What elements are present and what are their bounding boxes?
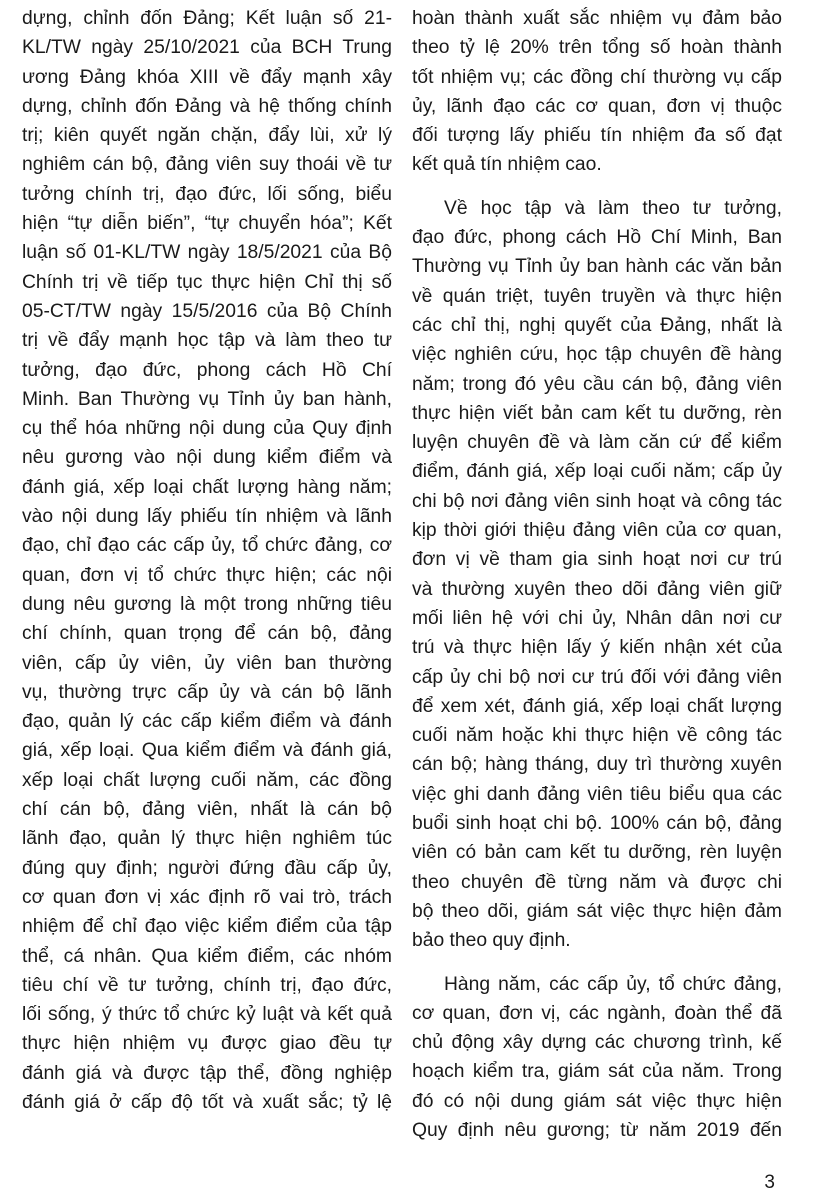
text-line: mối liên hệ với chi ủy, Nhân dân nơi cư xyxy=(412,607,782,629)
text-line: điểm, đánh giá, xếp loại cuối năm; cấp ủy xyxy=(412,461,782,483)
text-line: và thường xuyên theo dõi đảng viên giữ xyxy=(412,578,782,600)
text-line: để xem xét, đánh giá, xếp loại chất lượng xyxy=(412,695,782,717)
paragraph-2 xyxy=(412,194,782,956)
text-line: vào nội dung lấy phiếu tín nhiệm và lãnh xyxy=(22,506,392,528)
text-line: đạo, quản lý các cấp kiểm điểm và đánh xyxy=(22,711,392,733)
text-line: nghiêm cán bộ, đảng viên suy thoái về tư xyxy=(22,154,392,176)
text-line: ủy, lãnh đạo các cơ quan, đơn vị thuộc xyxy=(412,95,782,117)
text-line: đối tượng lấy phiếu tín nhiệm đa số đạt xyxy=(412,125,782,147)
text-line: đánh giá ở cấp độ tốt và xuất sắc; tỷ lệ xyxy=(22,1091,392,1113)
text-line: kết quả tín nhiệm cao. xyxy=(412,154,602,176)
text-line: viên có bản cam kết tu dưỡng, rèn luyện xyxy=(412,842,782,864)
text-line: 05-CT/TW ngày 15/5/2016 của Bộ Chính xyxy=(22,300,392,322)
paragraph-1 xyxy=(412,4,782,180)
text-line: luyện chuyên đề và làm căn cứ để kiểm xyxy=(412,432,782,454)
text-line: theo chuyên đề từng năm và được chi xyxy=(412,871,782,893)
text-line: hoạch kiểm tra, giám sát của năm. Trong xyxy=(412,1061,782,1083)
text-line: cấp ủy chi bộ nơi cư trú đối với đảng viên xyxy=(412,666,782,688)
text-line: chí cán bộ, đảng viên, nhất là cán bộ xyxy=(22,799,392,821)
text-line: hoàn thành xuất sắc nhiệm vụ đảm bảo xyxy=(412,8,782,29)
text-line: cơ quan, đơn vị, các ngành, đoàn thể đã xyxy=(412,1002,782,1024)
text-line: xếp loại chất lượng cuối năm, các đồng xyxy=(22,769,392,791)
text-line: dựng, chỉnh đốn Đảng; Kết luận số 21- xyxy=(22,8,392,29)
text-line: chi bộ nơi đảng viên sinh hoạt và công tác xyxy=(412,490,782,512)
text-line: tưởng, đạo đức, phong cách Hồ Chí xyxy=(22,359,392,381)
text-line: cuối năm hoặc khi thực hiện về công tác xyxy=(412,725,782,747)
text-line: KL/TW ngày 25/10/2021 của BCH Trung xyxy=(22,37,392,59)
text-line: cụ thể hóa những nội dung của Quy định xyxy=(22,418,392,440)
text-line: luận số 01-KL/TW ngày 18/5/2021 của Bộ xyxy=(22,242,392,264)
text-line: lãnh đạo, quản lý thực hiện nghiêm túc xyxy=(22,828,392,850)
text-line: trị; kiên quyết ngăn chặn, đẩy lùi, xử lý xyxy=(22,125,392,147)
text-line: các chỉ thị, nghị quyết của Đảng, nhất là xyxy=(412,314,782,336)
text-line: buổi sinh hoạt chi bộ. 100% cán bộ, đảng xyxy=(412,813,782,835)
page-number: 3 xyxy=(764,1172,775,1193)
text-line: bộ theo dõi, giám sát việc thực hiện đảm xyxy=(412,900,782,922)
text-line: trị về đẩy mạnh học tập và làm theo tư xyxy=(22,330,392,352)
right-column xyxy=(412,4,782,1145)
text-line: hiện “tự diễn biến”, “tự chuyển hóa”; Kết xyxy=(22,213,392,235)
text-line: kịp thời giới thiệu đảng viên của cơ quan, xyxy=(412,520,782,542)
paragraph-3 xyxy=(412,970,782,1146)
text-line: chủ động xây dựng các chương trình, kế xyxy=(412,1032,782,1054)
text-line: nhiệm để chỉ đạo việc kiểm điểm của tập xyxy=(22,916,392,938)
text-line: đơn vị về tham gia sinh hoạt nơi cư trú xyxy=(412,549,782,571)
text-line: lối sống, ý thức tổ chức kỷ luật và kết quả xyxy=(22,1004,392,1026)
text-line: việc ghi danh đảng viên tiêu biểu qua các xyxy=(412,783,782,805)
paragraph-gap xyxy=(412,956,782,970)
text-line: thực hiện viết bản cam kết tu dưỡng, rèn xyxy=(412,402,782,424)
text-line: chí chính, quan trọng để cán bộ, đảng xyxy=(22,623,392,645)
text-line: theo tỷ lệ 20% trên tổng số hoàn thành xyxy=(412,37,782,59)
text-line: quan, đơn vị tổ chức thực hiện; các nội xyxy=(22,564,392,586)
text-line: Thường vụ Tỉnh ủy ban hành các văn bản xyxy=(412,256,782,278)
text-line: đạo đức, phong cách Hồ Chí Minh, Ban xyxy=(412,227,782,249)
text-line: việc nghiên cứu, học tập chuyên đề hàng xyxy=(412,344,782,366)
text-line: ương Đảng khóa XIII về đẩy mạnh xây xyxy=(22,66,392,88)
text-line: đánh giá, xếp loại chất lượng hàng năm; xyxy=(22,476,392,498)
text-line: thực hiện nhiệm vụ được giao đều tự xyxy=(22,1033,392,1055)
text-line: đó có nội dung giám sát việc thực hiện xyxy=(412,1090,782,1112)
text-line: bảo theo quy định. xyxy=(412,930,571,952)
text-line: đúng quy định; người đứng đầu cấp ủy, xyxy=(22,857,392,879)
text-line: tiêu chí về tư tưởng, chính trị, đạo đức, xyxy=(22,974,392,996)
text-line: cán bộ; hàng tháng, duy trì thường xuyên xyxy=(412,754,782,776)
text-line: tưởng chính trị, đạo đức, lối sống, biểu xyxy=(22,183,392,205)
text-line: Hàng năm, các cấp ủy, tổ chức đảng, xyxy=(444,973,782,995)
text-line: Quy định nêu gương; từ năm 2019 đến xyxy=(412,1119,782,1141)
text-line: giá, xếp loại. Qua kiểm điểm và đánh giá, xyxy=(22,740,392,762)
text-line: Minh. Ban Thường vụ Tỉnh ủy ban hành, xyxy=(22,388,392,410)
text-line: năm; trong đó yêu cầu cán bộ, đảng viên xyxy=(412,373,782,395)
text-line: cơ quan đơn vị xác định rõ vai trò, trách xyxy=(22,886,392,908)
left-column xyxy=(22,4,392,1117)
text-line: viên, cấp ủy viên, ủy viên ban thường xyxy=(22,652,392,674)
text-line: đạo, chỉ đạo các cấp ủy, tổ chức đảng, cơ xyxy=(22,535,392,557)
text-line: Chính trị về tiếp tục thực hiện Chỉ thị số xyxy=(22,271,392,293)
text-line: thể, cá nhân. Qua kiểm điểm, các nhóm xyxy=(22,945,392,967)
text-line: dựng, chỉnh đốn Đảng và hệ thống chính xyxy=(22,95,392,117)
text-line: vụ, thường trực cấp ủy và cán bộ lãnh xyxy=(22,681,392,703)
text-line: nêu gương vào nội dung kiểm điểm và xyxy=(22,447,392,469)
text-line: trú và thực hiện lấy ý kiến nhận xét của xyxy=(412,637,782,659)
text-line: tốt nhiệm vụ; các đồng chí thường vụ cấp xyxy=(412,66,782,88)
text-line: đánh giá và được tập thể, đồng nghiệp xyxy=(22,1062,392,1084)
paragraph-gap xyxy=(412,180,782,194)
text-line: Về học tập và làm theo tư tưởng, xyxy=(444,197,782,219)
text-line: dung nêu gương là một trong những tiêu xyxy=(22,593,392,615)
text-line: về quán triệt, tuyên truyền và thực hiện xyxy=(412,285,782,307)
